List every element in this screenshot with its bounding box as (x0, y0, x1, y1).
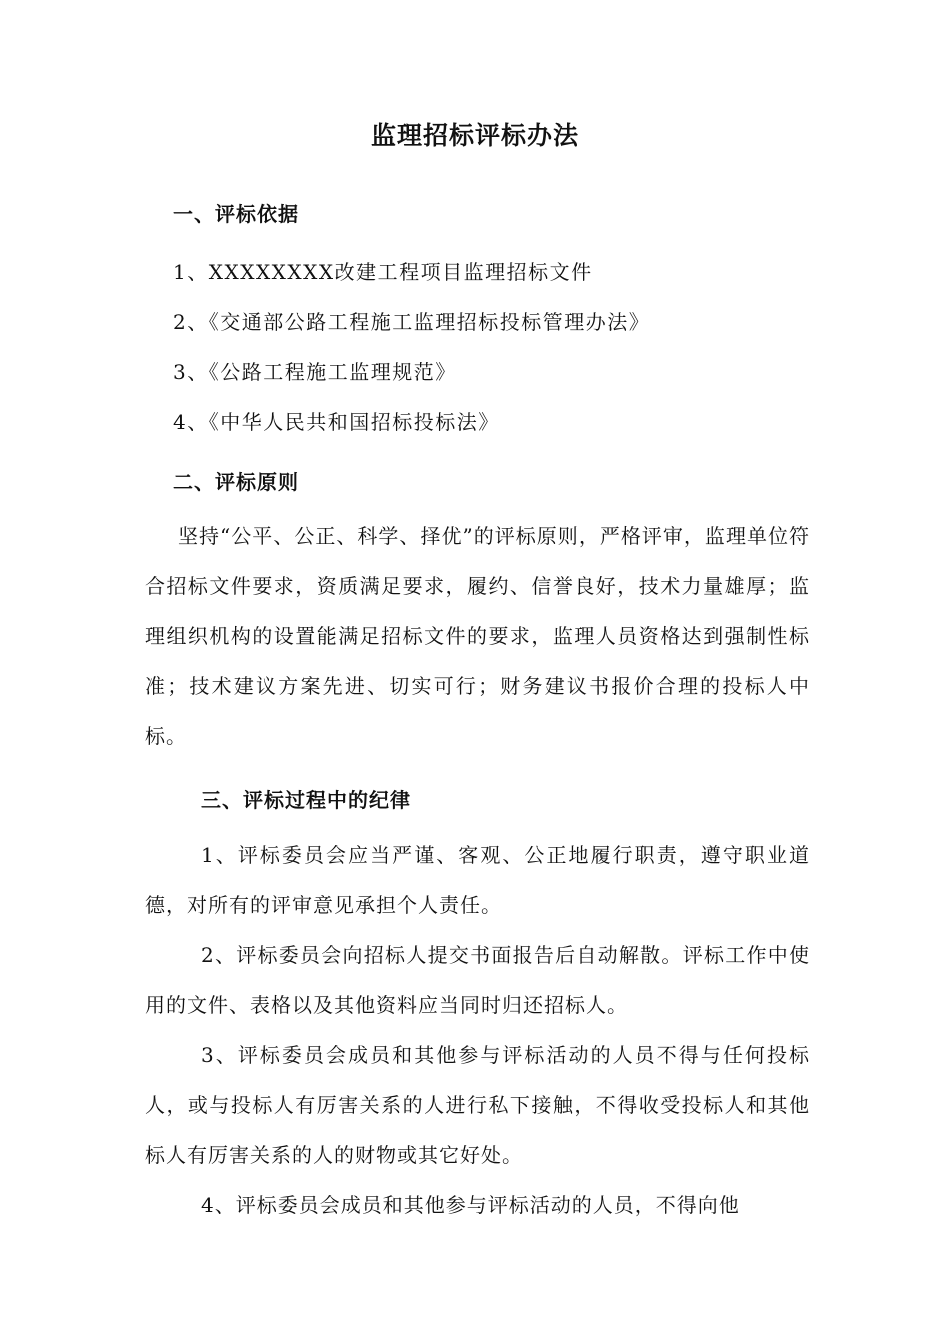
basis-item-2: 2、《交通部公路工程施工监理招标投标管理办法》 (173, 310, 651, 334)
discipline-item-1: 1、评标委员会应当严谨、客观、公正地履行职责，遵守职业道德，对所有的评审意见承担个人责任。 (145, 843, 810, 917)
basis-item-4: 4、《中华人民共和国招标投标法》 (173, 410, 500, 434)
section-heading-basis: 一、评标依据 (173, 202, 299, 226)
discipline-item-4: 4、评标委员会成员和其他参与评标活动的人员，不得向他 (201, 1193, 740, 1217)
section-heading-discipline: 三、评标过程中的纪律 (201, 788, 411, 812)
principles-paragraph: 坚持“公平、公正、科学、择优”的评标原则，严格评审，监理单位符合招标文件要求，资质满足要求，履约、信誉良好，技术力量雄厚；监理组织机构的设置能满足招标文件的要求，监理人员资格达到强制性标准；技术建议方案先进、切实可行；财务建议书报价合理的投标人中标。 (145, 524, 810, 748)
discipline-item-3: 3、评标委员会成员和其他参与评标活动的人员不得与任何投标人，或与投标人有厉害关系的人进行私下接触，不得收受投标人和其他标人有厉害关系的人的财物或其它好处。 (145, 1043, 810, 1167)
discipline-item-2: 2、评标委员会向招标人提交书面报告后自动解散。评标工作中使用的文件、表格以及其他资料应当同时归还招标人。 (145, 943, 810, 1017)
basis-item-3: 3、《公路工程施工监理规范》 (173, 360, 457, 384)
basis-item-1: 1、XXXXXXXX改建工程项目监理招标文件 (173, 260, 593, 284)
section-heading-principles: 二、评标原则 (173, 470, 299, 494)
document-title: 监理招标评标办法 (370, 121, 579, 150)
